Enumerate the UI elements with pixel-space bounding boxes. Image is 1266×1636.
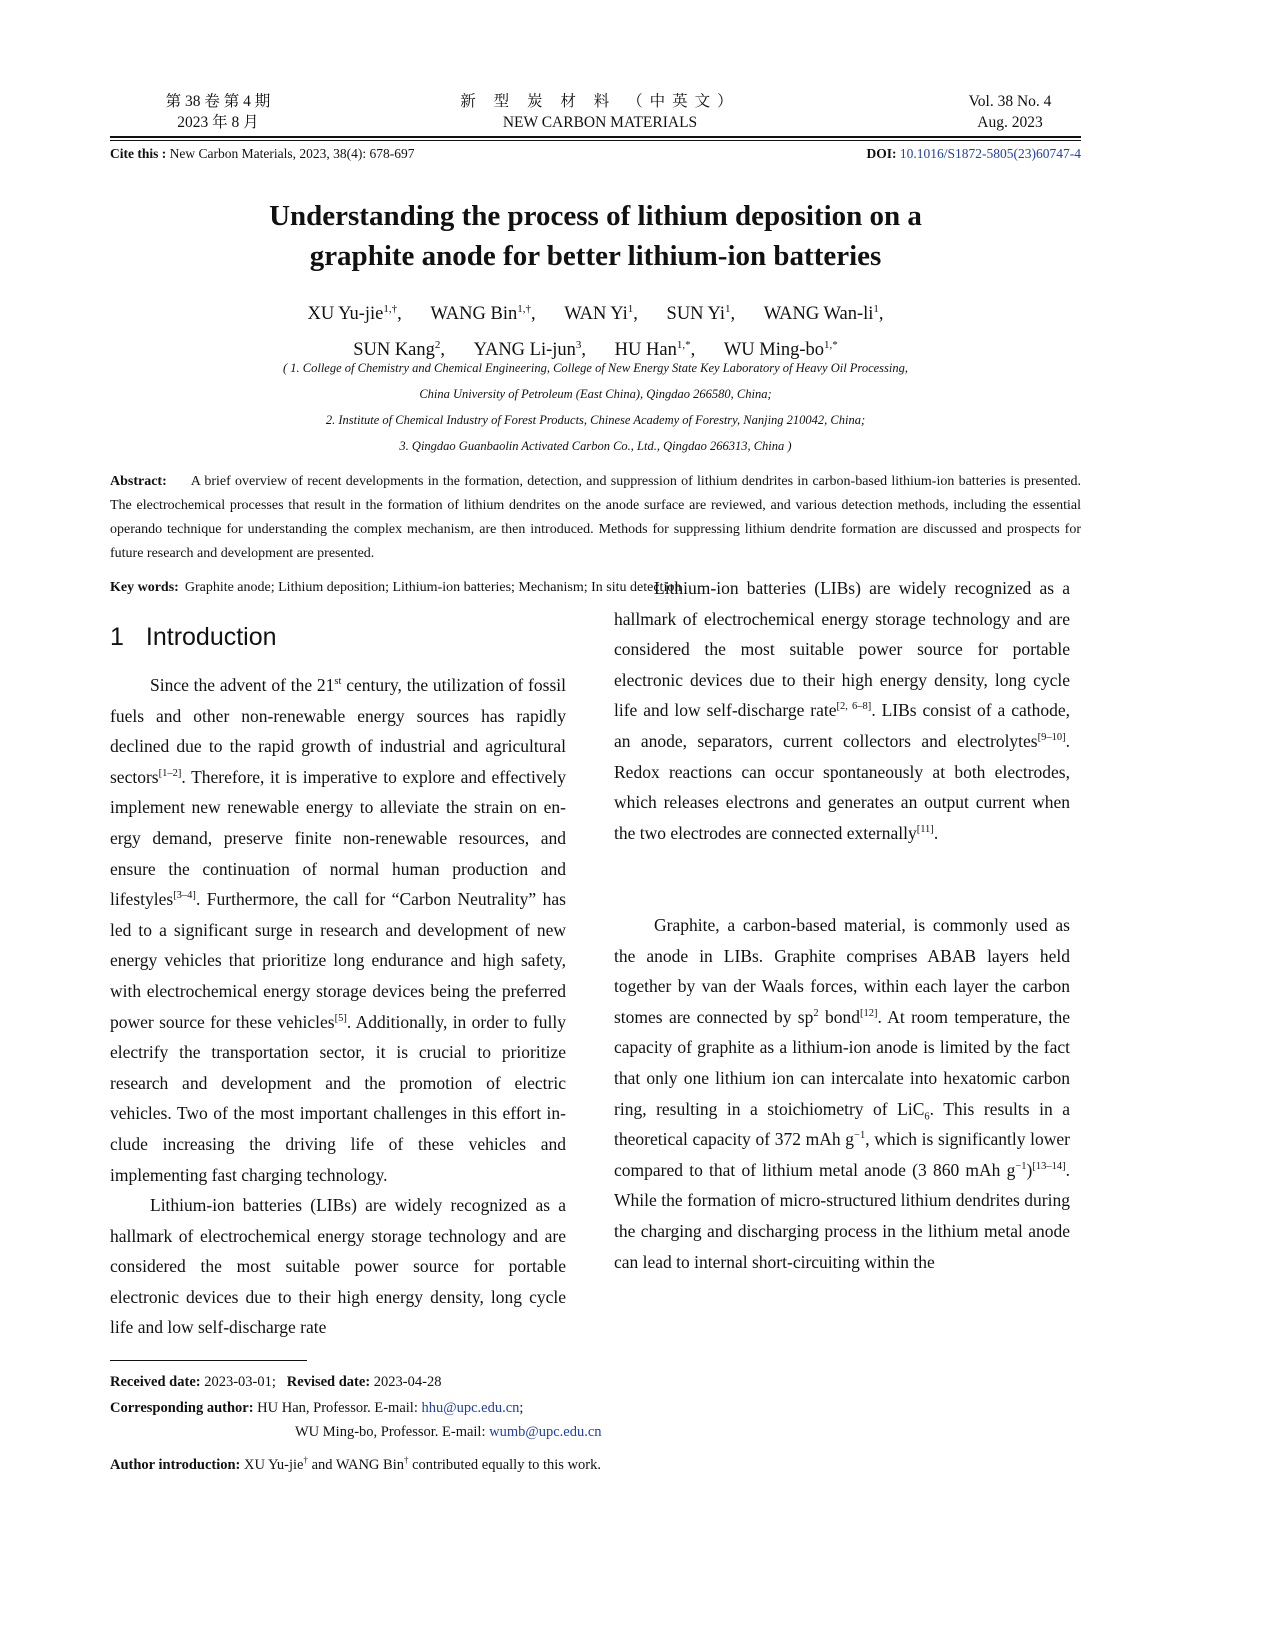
abstract-text: A brief overview of recent developments in the formation, detection, and suppression of lithium dendrites in carbon-based lithium-ion batteries is presented. The electrochemical processes that result in the formation of lithium dendrites on the anode surface are reviewed, and various detection methods, including the essential operando technique for understanding the complex mechanism, are then introduced. Methods for suppressing lithium dendrite formation are discussed and prospects for future research and development are presented. (110, 474, 1081, 561)
author: XU Yu-jie$^{1,\dagger}$, (307, 303, 402, 325)
dates-footnote (110, 1371, 1081, 1393)
corresponding-author-1: HU Han, Professor. E-mail: (257, 1400, 422, 1416)
volume-zh: 第 38 卷 第 4 期 (165, 93, 271, 110)
affiliation-line: ( 1. College of Chemistry and Chemical Engineering, College of New Energy State Key Laboratory of Heavy Oil Processing, (282, 361, 908, 375)
author: SUN Yi$^1$, (666, 303, 736, 325)
email-link[interactable]: wumb@upc.edu.cn (489, 1424, 602, 1440)
volume-issue-en (930, 91, 1090, 133)
cite-text: New Carbon Materials, 2023, 38(4): 678-697 (169, 146, 415, 161)
cite-label: Cite this : (110, 146, 167, 161)
corresponding-author-2: WU Ming-bo, Professor. E-mail: (295, 1424, 490, 1440)
volume-en: Vol. 38 No. 4 (968, 93, 1052, 110)
journal-name (380, 91, 820, 133)
author: WU Ming-$bo^{1,*}$ (723, 339, 838, 361)
paragraph-continued: Lithium-ion batteries (LIBs) are widely recognized as a hallmark of electrochemical energy storage technology and are considered the most suitable power source for portable electronic devices due to their high energy density, long cycle life and low self-discharge rate[2, 6–8]. LIBs consist of a cathode, an anode, separators, current collectors and electrolytes[9–10]. Redox reactions can occur spontaneously at both electrodes, which releases electrons and generates an output current when the two electrodes are connected externally[11]. (614, 578, 1070, 843)
citation-ref[interactable]: [3–4] (173, 890, 196, 902)
abstract (110, 470, 1081, 566)
doi (867, 146, 1082, 162)
author: YANG Li-jun$^3$, (473, 339, 587, 361)
header-rule-thin (110, 140, 1081, 141)
abstract-label: Abstract: (110, 474, 167, 489)
affiliation-line: China University of Petroleum (East China), Qingdao 266580, China; (419, 387, 772, 401)
affiliation-line: 2. Institute of Chemical Industry of Forest Products, Chinese Academy of Forestry, Nanjing 210042, China; (325, 413, 866, 427)
author: SUN Kang$^2$, (353, 339, 446, 361)
citation-ref[interactable]: [1–2] (158, 767, 182, 779)
citation-ref[interactable]: [13–14] (1032, 1160, 1066, 1172)
journal-name-en: NEW CARBON MATERIALS (502, 114, 698, 131)
revised-date: 2023-04-28 (373, 1374, 442, 1390)
paragraph: Lithium-ion batteries (LIBs) are widely recognized as a hallmark of electrochemical energy storage technology and are considered the most suitable power source for portable electronic devices due to their high energy density, long cycle life and low self-discharge rate (110, 1195, 566, 1338)
paragraph: Graphite, a carbon-based material, is commonly used as the anode in LIBs. Graphite comprises ABAB layers held together by van der Waals forces, within each layer the carbon stomes are connected by $sp^2$ bond[12]. At room temperature, the capacity of graphite as a lithium-ion anode is limited by the fact that only one lithium ion can intercalate into hexatomic carbon ring, resulting in a stoichiometry of LiC$_6$. This results in a theoretical capacity of 372 mAh $g^{-1}$, which is significantly lower compared to that of lithium metal anode (3 860 mAh $g^{-1})[13-14]$. While the formation of micro-structured lithium dendrites during the charging and discharging process in the lithium metal anode can lead to internal short-circuiting within the (614, 915, 1071, 1272)
corresponding-author: Corresponding author: HU Han, Professor. E-mail: hhu@upc.edu.cn; (110, 1400, 524, 1416)
doi-link[interactable]: 10.1016/S1872-5805(23)60747-4 (899, 146, 1081, 161)
affiliations (110, 355, 1081, 459)
citation-ref[interactable]: [2, 6–8] (836, 701, 872, 713)
section-title: Introduction (145, 623, 277, 651)
email-link[interactable]: hhu@upc.edu.cn (421, 1400, 520, 1416)
doi-label: DOI: (866, 146, 897, 161)
paper-title (110, 196, 1081, 276)
section-heading (110, 623, 277, 652)
intro-label: Author introduction: (110, 1456, 241, 1473)
volume-issue-zh (118, 91, 318, 133)
keywords-label: Key words: (110, 580, 179, 595)
author-introduction: Author introduction: XU Yu-jie† and WANG Bin† contributed equally to this work. (110, 1455, 601, 1473)
revised-label: Revised date: (286, 1374, 371, 1390)
author: WAN Yi$^1$, (564, 303, 638, 325)
affiliation-line: 3. Qingdao Guanbaolin Activated Carbon Co., Ltd., Qingdao 266313, China ) (399, 439, 792, 453)
citation-ref[interactable]: [12] (859, 1007, 878, 1019)
citation-ref[interactable]: [5] (334, 1012, 347, 1024)
author-row-1 (110, 294, 1081, 330)
title-line-1: Understanding the process of lithium deposition on a (269, 200, 922, 232)
footnote-rule (110, 1360, 307, 1361)
title-line-2: graphite anode for better lithium-ion batteries (309, 240, 882, 272)
citation (110, 146, 414, 162)
body-column-right (614, 578, 1071, 1277)
author: WANG Bin$^{1,\dagger}$, (430, 303, 536, 325)
citation-ref[interactable]: [9–10] (1037, 732, 1066, 744)
date-zh: 2023 年 8 月 (177, 114, 259, 131)
received-date: 2023-03-01; (204, 1374, 276, 1390)
date-en: Aug. 2023 (977, 114, 1043, 131)
header-rule (110, 136, 1081, 138)
corresponding-label: Corresponding author: (110, 1400, 254, 1416)
author: HU Han$^{1,*}$, (614, 339, 696, 361)
section-number: 1 (110, 623, 124, 651)
author: WANG Wan-$li^1$, (763, 303, 884, 325)
citation-ref[interactable]: [11] (916, 823, 934, 835)
keywords-text: Graphite anode; Lithium deposition; Lithium-ion batteries; Mechanism; In situ detection (184, 580, 682, 595)
corresponding-author-2-line (295, 1421, 1266, 1443)
received-label: Received date: (110, 1374, 201, 1390)
journal-name-zh: 新 型 炭 材 料 （中英文） (460, 93, 740, 110)
body-column-left (110, 670, 567, 1338)
paragraph: Since the advent of the 21st century, the utilization of fossil fuels and other non-renewable energy sources has rapidly declined due to the rapid growth of industrial and agricultural sectors[1–2]. Therefore, it is imperative to explore and effectively implement new renewable energy to alleviate the strain on energy demand, preserve finite non-renewable resources, and ensure the continuation of normal human production and lifestyles[3–4]. Furthermore, the call for “Carbon Neutrality” has led to a significant surge in research and development of new energy vehicles that prioritize long endurance and high safety, with electrochemical energy storage devices being the preferred power source for these vehicles[5]. Additionally, in order to fully electrify the transportation sector, it is crucial to prioritize research and development and the promotion of electric vehicles. Two of the most important challenges in this effort include increasing the driving life of these vehicles and implementing fast charging technology. (110, 675, 567, 1185)
